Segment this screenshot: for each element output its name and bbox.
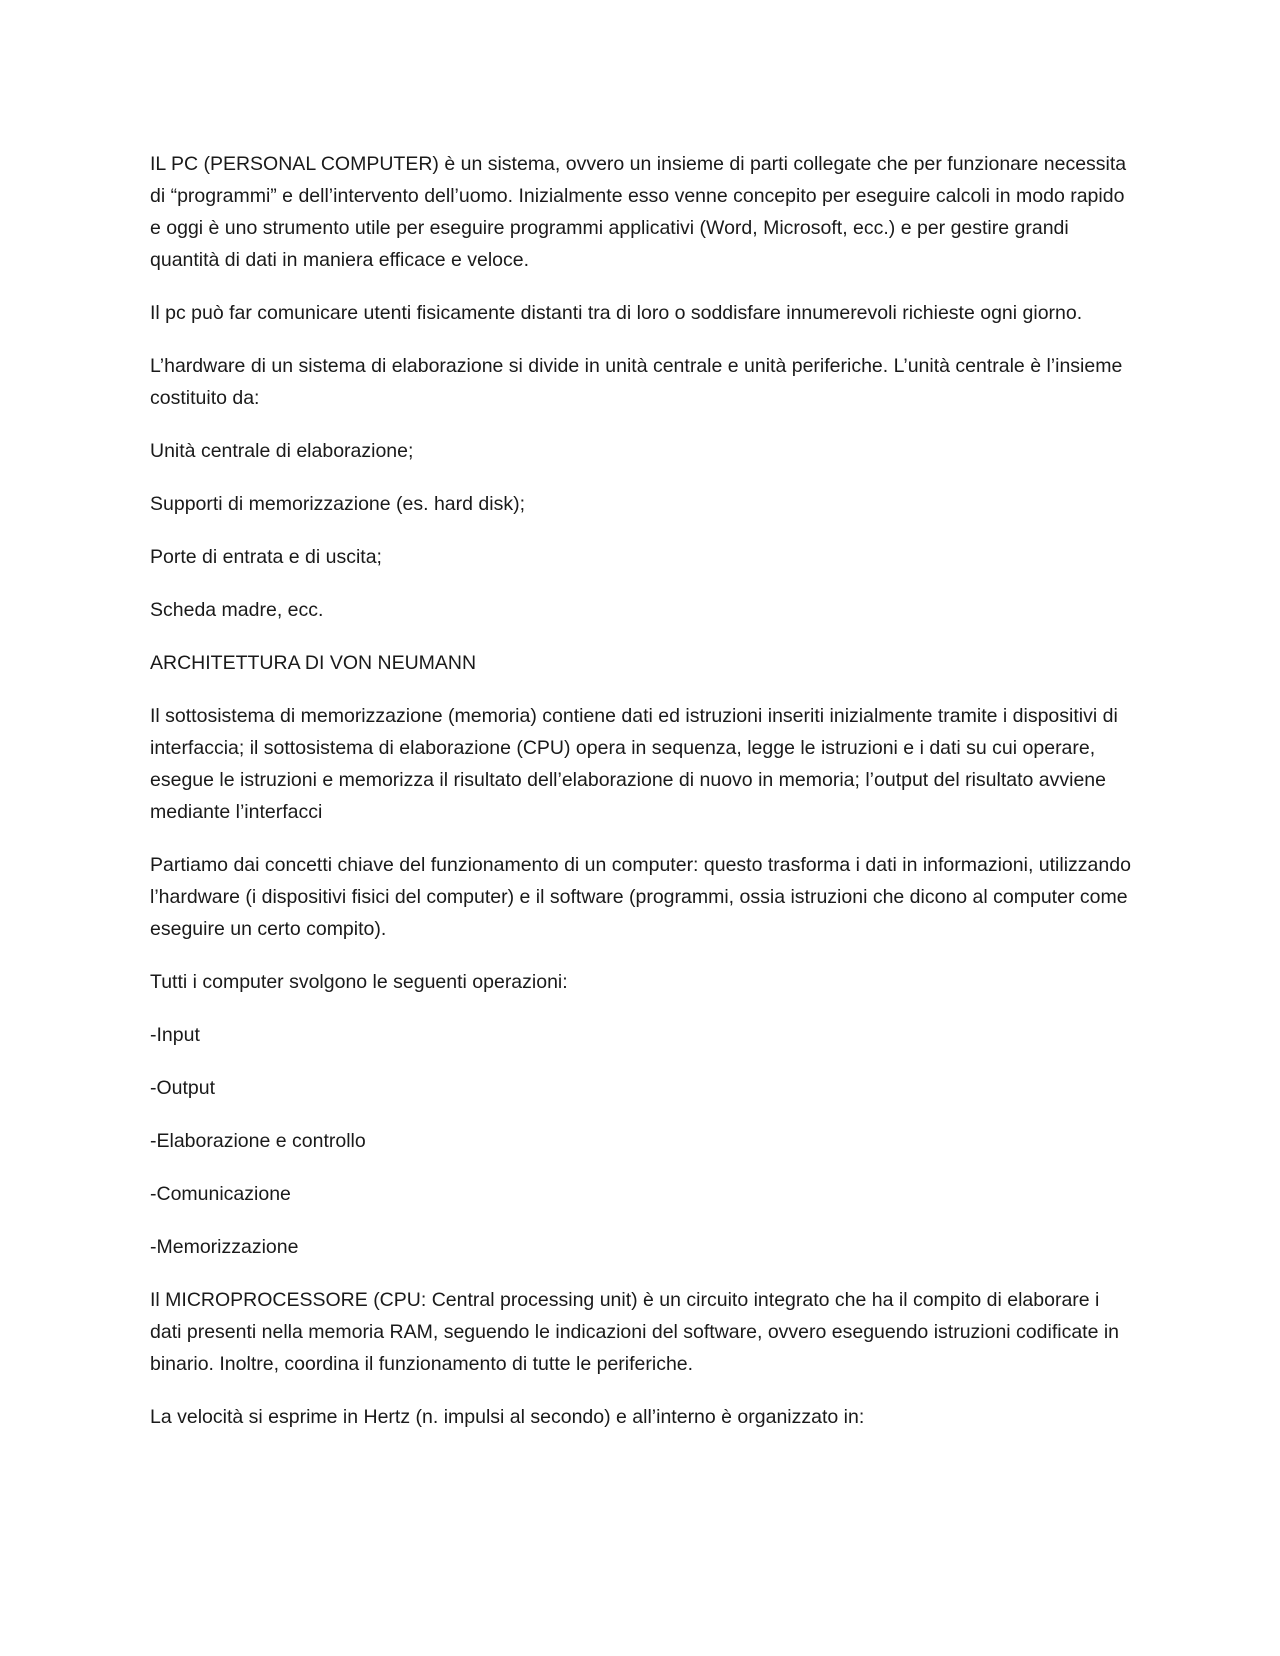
paragraph-hardware: L’hardware di un sistema di elaborazione si divide in unità centrale e unità periferiche. L’unità centrale è l’insieme costituito da: [150, 355, 1123, 409]
list-item-communication: -Comunicazione [150, 1183, 291, 1205]
list-item-cpu-unit: Unità centrale di elaborazione; [150, 440, 414, 462]
paragraph-microprocessor: Il MICROPROCESSORE (CPU: Central processing unit) è un circuito integrato che ha il compito di elaborare i dati presenti nella memoria RAM, seguendo le indicazioni del software, ovvero eseguendo istruzioni codificate in binario. Inoltre, coordina il funzionamento di tutte le periferiche. [150, 1289, 1120, 1375]
list-item-output: -Output [150, 1077, 216, 1099]
paragraph-intro-pc: IL PC (PERSONAL COMPUTER) è un sistema, ovvero un insieme di parti collegate che per funzionare necessita di “programmi” e dell’intervento dell’uomo. Inizialmente esso venne concepito per eseguire calcoli in modo rapido e oggi è uno strumento utile per eseguire programmi applicativi (Word, Microsoft, ecc.) e per gestire grandi quantità di dati in maniera efficace e veloce. [150, 153, 1127, 271]
list-item-motherboard: Scheda madre, ecc. [150, 599, 324, 621]
document-body [150, 148, 1135, 1454]
paragraph-operations-intro: Tutti i computer svolgono le seguenti operazioni: [150, 971, 568, 993]
paragraph-key-concepts: Partiamo dai concetti chiave del funzionamento di un computer: questo trasforma i dati in informazioni, utilizzando l’hardware (i dispositivi fisici del computer) e il software (programmi, ossia istruzioni che dicono al computer come eseguire un certo compito). [150, 854, 1131, 940]
heading-von-neumann: ARCHITETTURA DI VON NEUMANN [150, 652, 477, 674]
list-item-storage-op: -Memorizzazione [150, 1236, 299, 1258]
list-item-input: -Input [150, 1024, 200, 1046]
paragraph-subsystems: Il sottosistema di memorizzazione (memoria) contiene dati ed istruzioni inseriti inizialmente tramite i dispositivi di interfaccia; il sottosistema di elaborazione (CPU) opera in sequenza, legge le istruzioni e i dati su cui operare, esegue le istruzioni e memorizza il risultato dell’elaborazione di nuovo in memoria; l’output del risultato avviene mediante l’interfacci [150, 705, 1118, 823]
paragraph-speed: La velocità si esprime in Hertz (n. impulsi al secondo) e all’interno è organizzato in: [150, 1406, 865, 1428]
list-item-processing: -Elaborazione e controllo [150, 1130, 366, 1152]
paragraph-pc-communication: Il pc può far comunicare utenti fisicamente distanti tra di loro o soddisfare innumerevoli richieste ogni giorno. [150, 302, 1083, 324]
list-item-storage: Supporti di memorizzazione (es. hard disk); [150, 493, 525, 515]
list-item-ports: Porte di entrata e di uscita; [150, 546, 382, 568]
